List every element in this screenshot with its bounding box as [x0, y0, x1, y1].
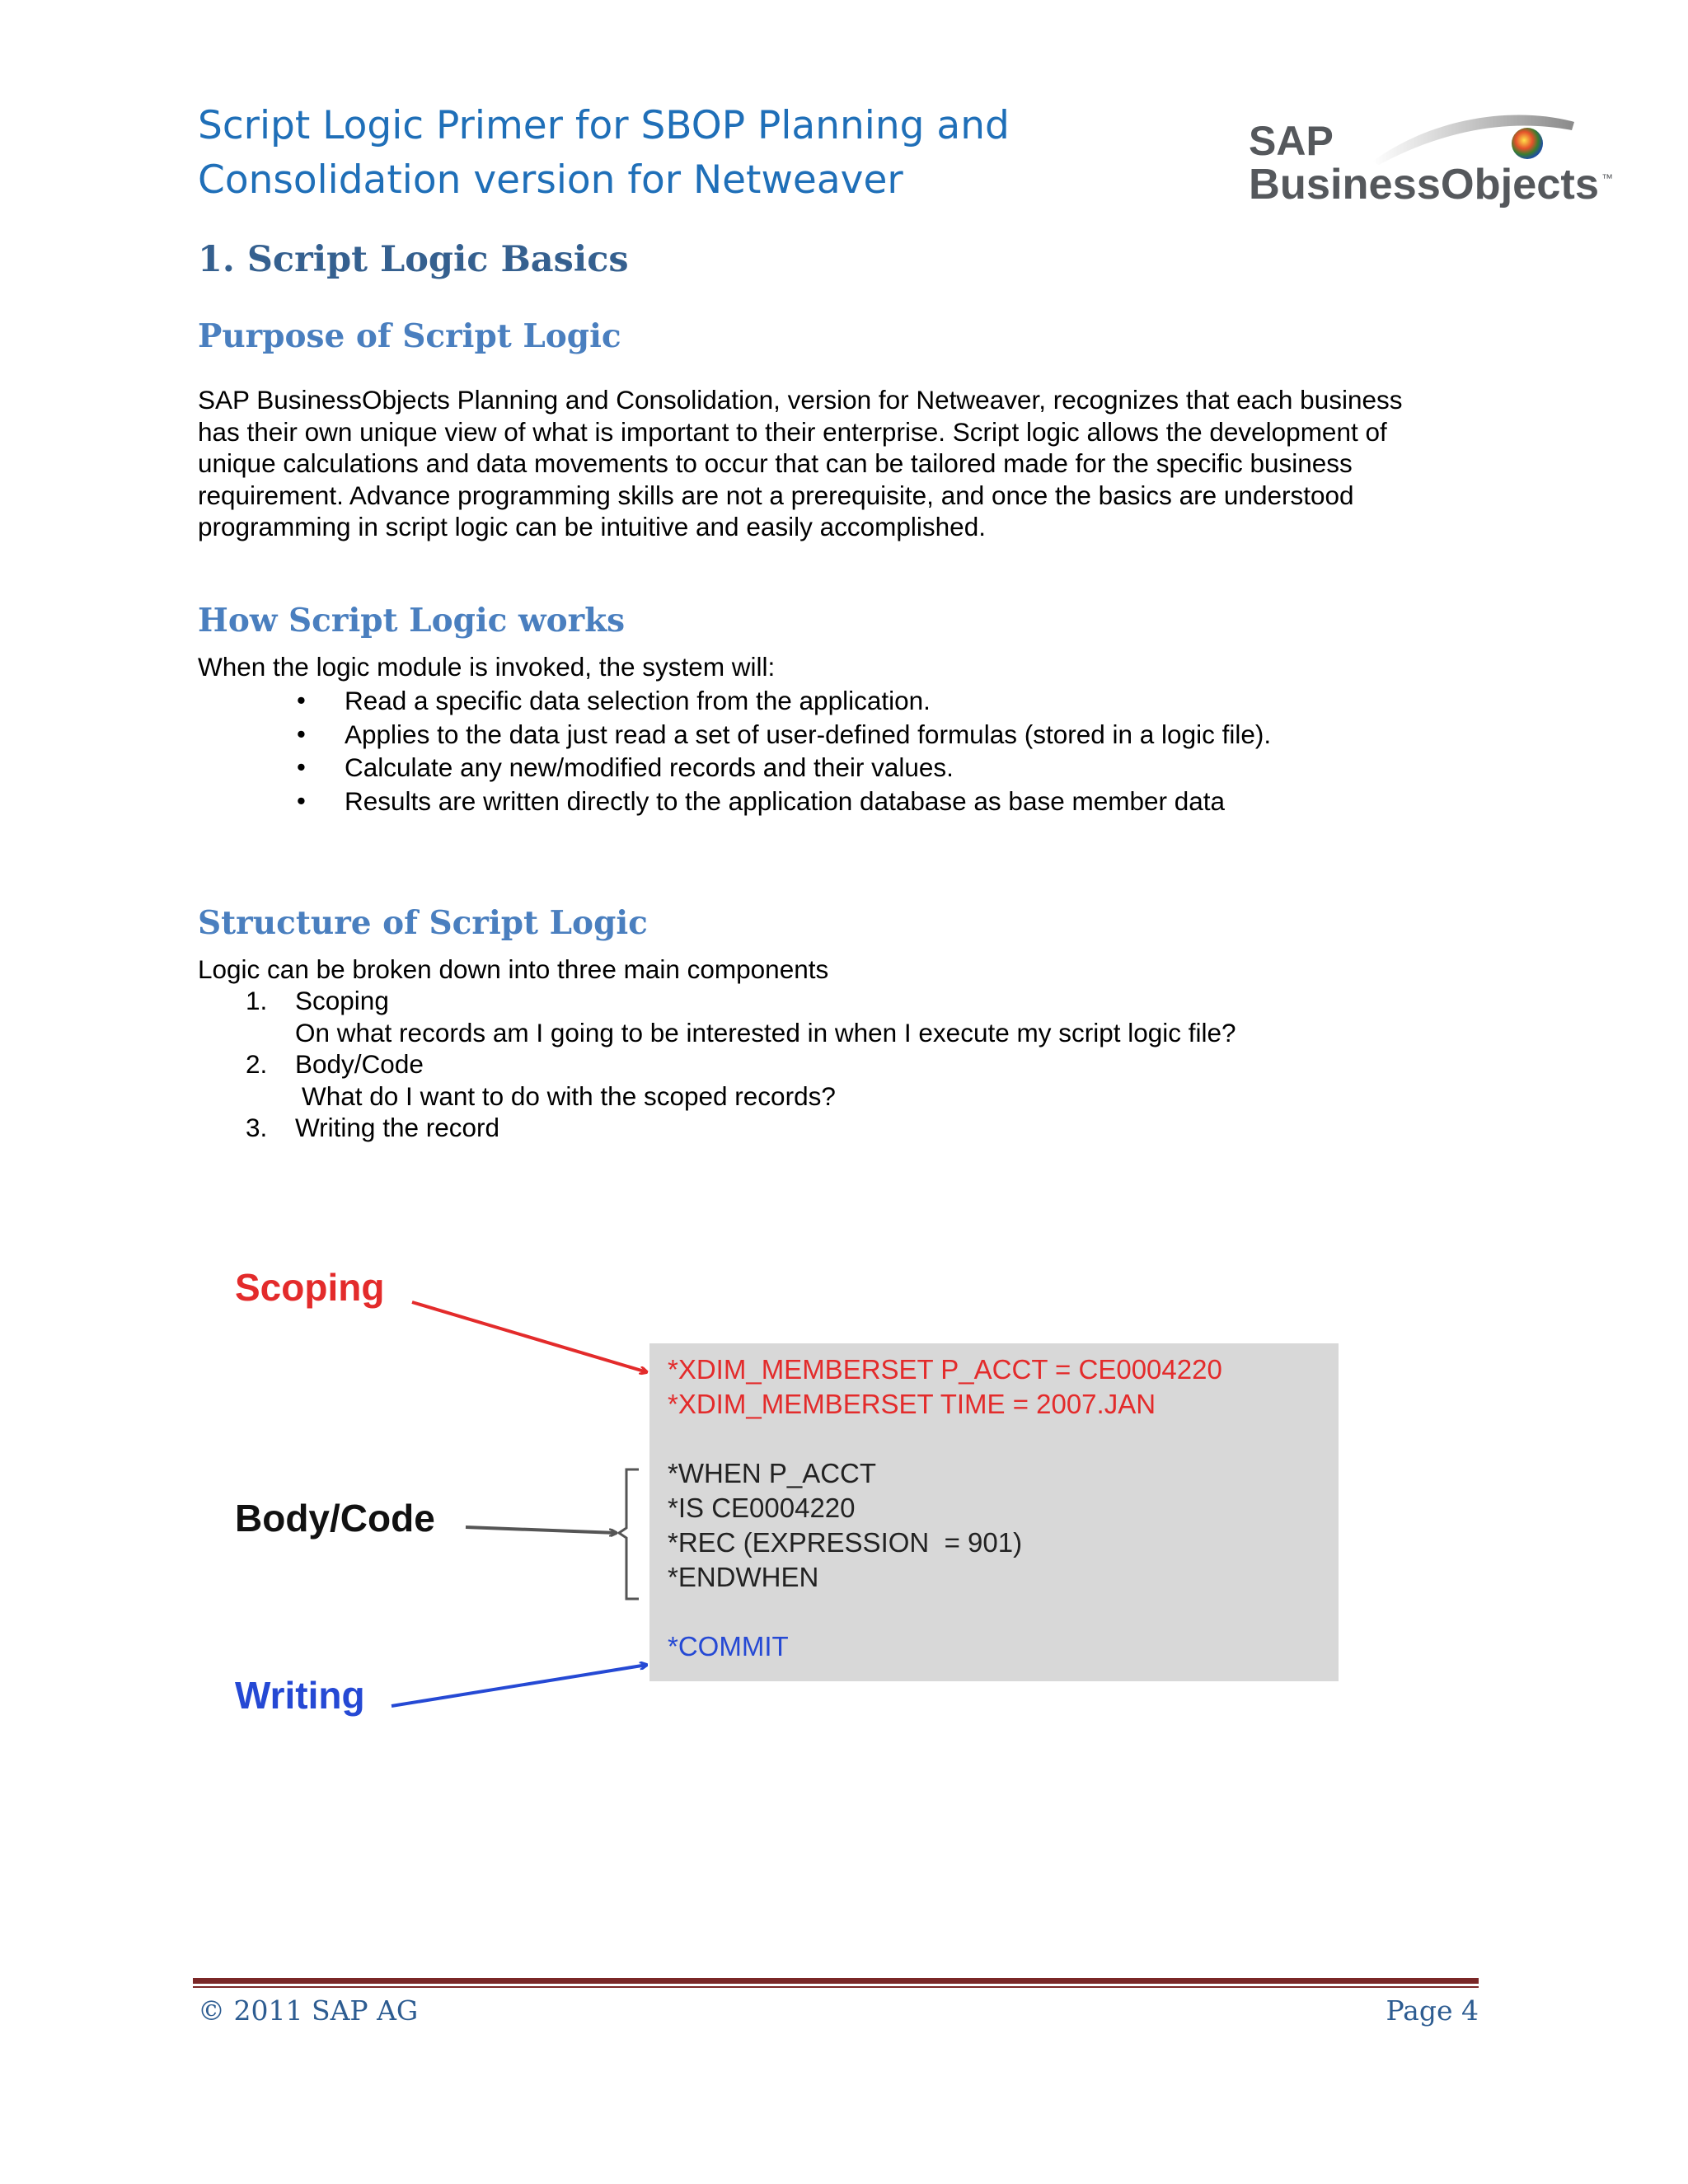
footer-rule — [193, 1978, 1479, 1984]
footer-rule-thin — [193, 1986, 1479, 1988]
step-title: Scoping — [295, 986, 389, 1015]
structure-intro: Logic can be broken down into three main components — [198, 954, 829, 984]
code-line-body: *IS CE0004220 — [668, 1493, 856, 1523]
purpose-line: unique calculations and data movements to occur that can be tailored made for the specific business — [198, 448, 1353, 478]
how-bullet-item: • Applies to the data just read a set of user-defined formulas (stored in a logic file). — [198, 718, 1484, 752]
code-line-scoping: *XDIM_MEMBERSET TIME = 2007.JAN — [668, 1389, 1156, 1419]
code-line-body: *WHEN P_ACCT — [668, 1458, 877, 1488]
how-bullet-list — [198, 684, 1484, 818]
code-line-body: *REC (EXPRESSION = 901) — [668, 1527, 1023, 1558]
how-heading: How Script Logic works — [198, 602, 626, 640]
code-line-scoping: *XDIM_MEMBERSET P_ACCT = CE0004220 — [668, 1354, 1222, 1385]
step-number: 1. — [246, 986, 268, 1015]
purpose-heading: Purpose of Script Logic — [198, 317, 621, 355]
body-code-label: Body/Code — [235, 1497, 435, 1540]
sap-businessobjects-logo — [1249, 105, 1615, 221]
how-bullet-item: • Calculate any new/modified records and their values. — [198, 751, 1484, 785]
purpose-line: requirement. Advance programming skills are not a prerequisite, and once the basics are understood — [198, 480, 1354, 510]
footer-copyright: © 2011 SAP AG — [198, 1994, 419, 2027]
code-line-writing: *COMMIT — [668, 1631, 789, 1661]
scoping-arrow — [412, 1302, 647, 1372]
writing-arrow — [392, 1665, 647, 1706]
logo-text-sap: SAP — [1249, 118, 1334, 164]
structure-step — [198, 1112, 1484, 1144]
step-description: On what records am I going to be interested in when I execute my script logic file? — [295, 1017, 1236, 1047]
structure-step-list — [198, 985, 1484, 1144]
document-title — [198, 99, 1104, 208]
logo-text-businessobjects: BusinessObjects — [1249, 161, 1599, 209]
how-bullet-item: • Read a specific data selection from the application. — [198, 684, 1484, 718]
step-description: What do I want to do with the scoped records? — [302, 1080, 836, 1111]
purpose-paragraph — [198, 384, 1484, 543]
footer-page-number: Page 4 — [1386, 1994, 1479, 2027]
body-brace — [619, 1469, 639, 1599]
code-block — [649, 1343, 1339, 1681]
section-heading: 1. Script Logic Basics — [198, 239, 629, 280]
writing-label: Writing — [235, 1674, 365, 1717]
step-number: 3. — [246, 1113, 268, 1142]
body-arrow — [466, 1527, 617, 1533]
step-number: 2. — [246, 1049, 268, 1079]
structure-step — [198, 985, 1484, 1048]
purpose-line: programming in script logic can be intuitive and easily accomplished. — [198, 512, 986, 541]
scoping-label: Scoping — [235, 1266, 385, 1309]
structure-step — [198, 1048, 1484, 1112]
document-title-line-1: Script Logic Primer for SBOP Planning and — [198, 103, 1010, 148]
structure-heading: Structure of Script Logic — [198, 904, 648, 942]
script-logic-diagram — [223, 1249, 1352, 1735]
logo-trademark: ™ — [1601, 171, 1613, 185]
document-title-line-2: Consolidation version for Netweaver — [198, 157, 903, 203]
step-title: Body/Code — [295, 1049, 424, 1079]
how-bullet-item: • Results are written directly to the application database as base member data — [198, 785, 1484, 818]
purpose-line: SAP BusinessObjects Planning and Consolidation, version for Netweaver, recognizes that each business — [198, 385, 1403, 415]
step-title: Writing the record — [295, 1113, 500, 1142]
code-line-body: *ENDWHEN — [668, 1562, 819, 1592]
purpose-line: has their own unique view of what is important to their enterprise. Script logic allows the development of — [198, 416, 1387, 447]
how-intro: When the logic module is invoked, the system will: — [198, 652, 776, 682]
